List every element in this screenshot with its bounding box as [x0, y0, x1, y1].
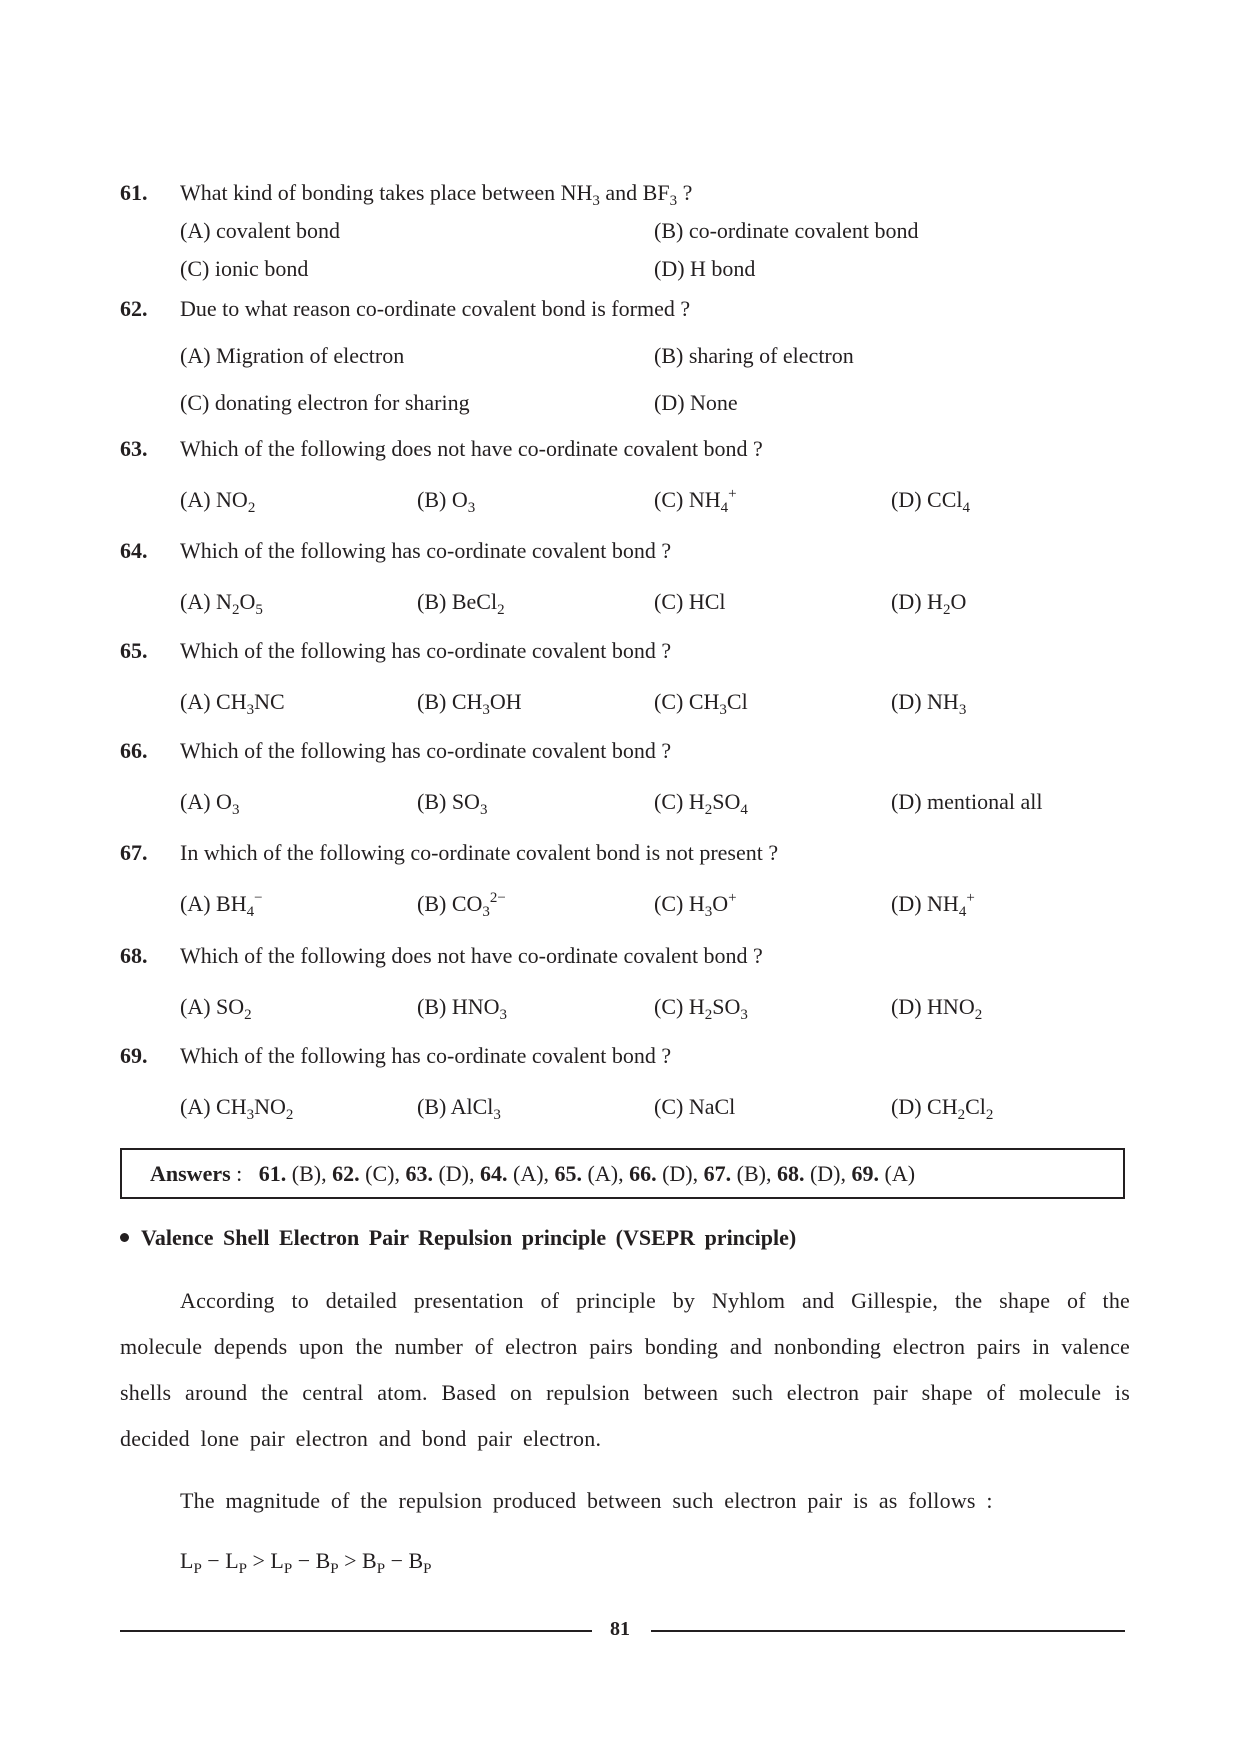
option-c: (C) $H_3O^+$	[654, 890, 737, 920]
question-text: Which of the following has co-ordinate covalent bond ?	[180, 638, 672, 663]
answer-value: (B)	[736, 1161, 766, 1186]
answer-number: 62.	[332, 1161, 360, 1186]
page-number: 81	[610, 1618, 630, 1640]
question-68	[120, 943, 1130, 1024]
answer-value: (C)	[365, 1161, 395, 1186]
option-d: (D) $CH_2Cl_2$	[891, 1094, 994, 1123]
option-d: (D) mentional all	[891, 789, 1043, 814]
question-text: Which of the following has co-ordinate covalent bond ?	[180, 1043, 672, 1068]
question-text: Which of the following has co-ordinate covalent bond ?	[180, 538, 672, 563]
question-61	[120, 180, 1130, 286]
option-b: (B) co-ordinate covalent bond	[654, 218, 919, 243]
option-b: (B) AlCl$_3$	[417, 1094, 501, 1123]
option-b: (B) $SO_3$	[417, 789, 488, 818]
option-c: (C) $H_2SO_3$	[654, 994, 748, 1023]
question-text: Which of the following does not have co-ordinate covalent bond ?	[180, 943, 763, 968]
option-a: (A) $CH_3NC$	[180, 689, 285, 718]
answer-value: (D)	[662, 1161, 693, 1186]
option-a: (A) $O_3$	[180, 789, 240, 818]
paragraph: According to detailed presentation of principle by Nyhlom and Gillespie, the shape of the molecule depends upon the number of electron pairs bonding and nonbonding electron pairs in valence shells around the central atom. Based on repulsion between such electron pair shape of molecule is decided lone pair electron and bond pair electron.	[120, 1288, 1130, 1451]
option-b: (B) $O_3$	[417, 487, 476, 516]
answer-value: (D)	[809, 1161, 841, 1186]
answers-line: Answers : 61. (B), 62. (C), 63. (D), 64. (A), 65. (A), 66. (D), 67. (B), 68. (D), 69. (A)	[150, 1161, 916, 1186]
answer-number: 68.	[776, 1161, 805, 1186]
question-number: 64.	[120, 538, 148, 563]
repulsion-order-formula: $L_P - L_P > L_P - B_P > B_P - B_P$	[180, 1548, 432, 1577]
option-d: (D) $HNO_2$	[891, 994, 983, 1023]
answer-value: (B)	[291, 1161, 322, 1186]
option-a: (A) $CH_3NO_2$	[180, 1094, 294, 1123]
question-64	[120, 538, 1130, 619]
question-number: 69.	[120, 1043, 148, 1068]
question-number: 61.	[120, 180, 148, 205]
question-text: In which of the following co-ordinate covalent bond is not present ?	[180, 840, 779, 865]
question-number: 67.	[120, 840, 148, 865]
question-text: Which of the following does not have co-ordinate covalent bond ?	[180, 436, 763, 461]
answer-value: (A)	[884, 1161, 916, 1186]
answer-value: (D)	[438, 1161, 469, 1186]
question-number: 62.	[120, 296, 148, 321]
option-a: (A) $N_2O_5$	[180, 589, 263, 618]
answer-number: 66.	[629, 1161, 657, 1186]
option-c: (C) ionic bond	[180, 256, 309, 281]
option-c: (C) $NH_4^+$	[654, 486, 737, 516]
option-a: (A) covalent bond	[180, 218, 341, 243]
option-a: (A) $NO_2$	[180, 487, 256, 516]
section-heading	[120, 1225, 796, 1251]
question-65	[120, 638, 1130, 719]
option-d: (D) $NH_3$	[891, 689, 967, 718]
question-text: What kind of bonding takes place between $NH_3$ and $BF_3$ ?	[180, 180, 693, 209]
question-number: 66.	[120, 738, 148, 763]
answers-label: Answers	[150, 1161, 231, 1186]
option-d: (D) CCl$_4$	[891, 487, 970, 516]
answer-value: (A)	[587, 1161, 619, 1186]
answer-value: (A)	[513, 1161, 544, 1186]
answer-number: 61.	[258, 1161, 287, 1186]
option-a: (A) Migration of electron	[180, 343, 405, 368]
bullet-icon	[120, 1233, 129, 1242]
option-b: (B) BeCl$_2$	[417, 589, 505, 618]
question-69	[120, 1043, 1130, 1124]
question-number: 65.	[120, 638, 148, 663]
question-number: 63.	[120, 436, 148, 461]
question-text: Which of the following has co-ordinate covalent bond ?	[180, 738, 672, 763]
option-c: (C) donating electron for sharing	[180, 390, 470, 415]
question-66	[120, 738, 1130, 819]
answer-number: 67.	[703, 1161, 732, 1186]
question-text: Due to what reason co-ordinate covalent bond is formed ?	[180, 296, 691, 321]
option-d: (D) $H_2O$	[891, 589, 967, 618]
answers-box	[120, 1148, 1125, 1199]
footer-rule-right	[651, 1630, 1125, 1632]
option-c: (C) $H_2SO_4$	[654, 789, 748, 818]
question-62	[120, 296, 1130, 420]
question-number: 68.	[120, 943, 148, 968]
question-63	[120, 436, 1130, 517]
option-b: (B) $CH_3OH$	[417, 689, 522, 718]
option-a: (A) $BH_4^-$	[180, 890, 263, 920]
option-d: (D) None	[654, 390, 738, 415]
option-d: (D) $NH_4^+$	[891, 890, 975, 920]
answer-number: 64.	[480, 1161, 508, 1186]
answer-number: 63.	[405, 1161, 433, 1186]
option-b: (B) sharing of electron	[654, 343, 854, 368]
option-b: (B) $HNO_3$	[417, 994, 507, 1023]
question-67	[120, 840, 1130, 921]
option-a: (A) $SO_2$	[180, 994, 252, 1023]
option-d: (D) H bond	[654, 256, 756, 281]
option-c: (C) NaCl	[654, 1094, 736, 1119]
option-b: (B) $CO_3^{2-}$	[417, 890, 506, 920]
answer-number: 65.	[554, 1161, 583, 1186]
answer-number: 69.	[851, 1161, 880, 1186]
option-c: (C) HCl	[654, 589, 726, 614]
section-heading-text: Valence Shell Electron Pair Repulsion principle (VSEPR principle)	[141, 1225, 797, 1250]
footer-rule-left	[120, 1630, 592, 1632]
option-c: (C) $CH_3Cl$	[654, 689, 748, 718]
paragraph: The magnitude of the repulsion produced between such electron pair is as follows :	[180, 1488, 993, 1513]
